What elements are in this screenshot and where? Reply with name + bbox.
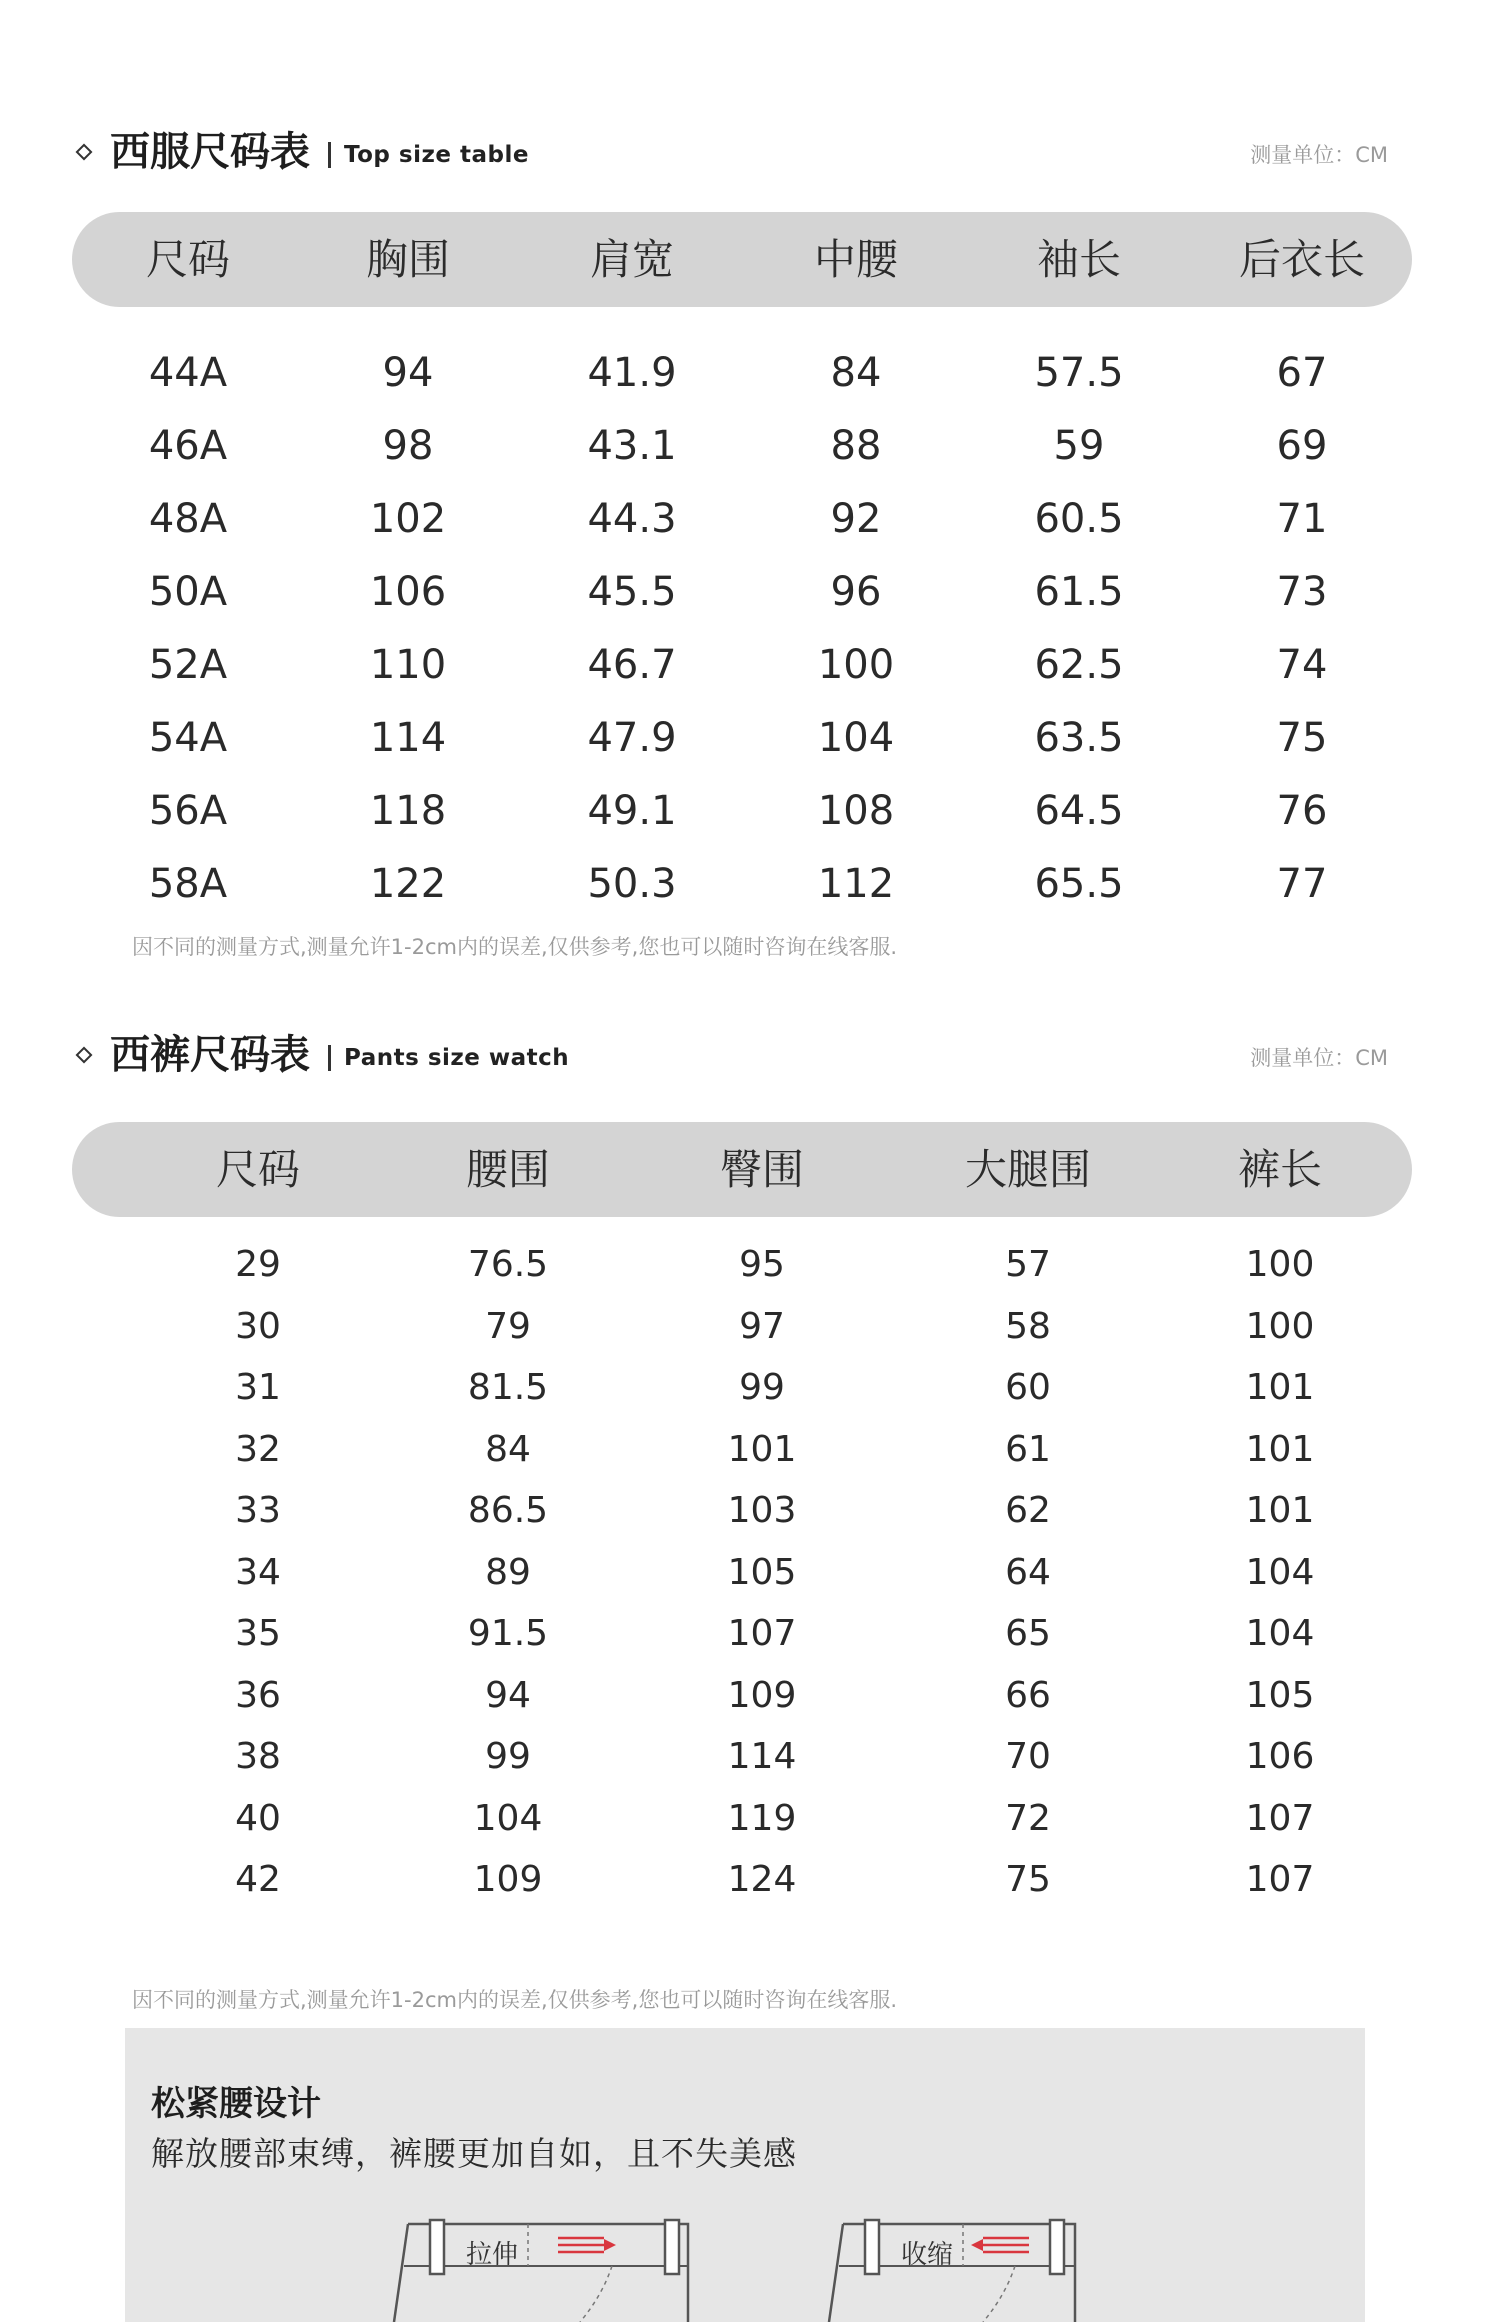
table-cell: 64 <box>1005 1551 1051 1593</box>
pants-stretch-illustration <box>380 2218 710 2322</box>
table-cell: 84 <box>830 350 882 396</box>
table-cell: 97 <box>739 1305 785 1347</box>
table-cell: 105 <box>1245 1674 1315 1716</box>
title-divider <box>328 1045 331 1071</box>
waist-design-description: 解放腰部束缚，裤腰更加自如，且不失美感 <box>151 2134 797 2173</box>
table-cell: 101 <box>1245 1367 1315 1408</box>
waist-design-panel <box>125 2028 1365 2322</box>
top-size-header-bar <box>72 212 1412 307</box>
column-header: 尺码 <box>145 235 230 284</box>
pants-size-header <box>78 1025 1388 1085</box>
table-cell: 48A <box>148 496 228 542</box>
table-cell: 107 <box>727 1613 797 1654</box>
column-header: 腰围 <box>465 1145 550 1194</box>
table-cell: 42 <box>235 1859 281 1900</box>
column-header: 大腿围 <box>964 1145 1091 1194</box>
table-cell: 101 <box>1245 1428 1315 1470</box>
shrink-diagram <box>815 2218 1145 2322</box>
table-cell: 104 <box>1245 1613 1315 1654</box>
table-cell: 112 <box>817 861 895 907</box>
table-cell: 72 <box>1005 1797 1051 1839</box>
table-cell: 59 <box>1053 423 1105 469</box>
table-cell: 31 <box>235 1367 281 1408</box>
table-row <box>72 1483 1412 1539</box>
top-size-header <box>78 122 1388 182</box>
table-cell: 104 <box>817 715 895 761</box>
table-cell: 114 <box>727 1736 797 1777</box>
diamond-icon <box>76 1047 93 1064</box>
diamond-icon <box>76 144 93 161</box>
column-header: 胸围 <box>365 235 450 284</box>
waist-design-title: 松紧腰设计 <box>151 2084 321 2124</box>
shrink-label: 收缩 <box>901 2240 954 2270</box>
table-row <box>72 851 1412 917</box>
table-row <box>72 1360 1412 1416</box>
table-cell: 108 <box>817 788 895 834</box>
table-cell: 103 <box>727 1490 797 1531</box>
table-row <box>72 1606 1412 1662</box>
table-cell: 50.3 <box>587 861 677 907</box>
table-cell: 47.9 <box>587 715 677 761</box>
table-cell: 114 <box>369 715 447 761</box>
table-cell: 44.3 <box>587 496 677 542</box>
table-cell: 95 <box>739 1244 785 1285</box>
table-cell: 36 <box>235 1674 281 1716</box>
table-cell: 102 <box>369 496 447 542</box>
table-cell: 49.1 <box>587 788 677 834</box>
table-cell: 38 <box>235 1736 281 1777</box>
table-cell: 73 <box>1276 569 1328 615</box>
table-cell: 81.5 <box>467 1367 549 1408</box>
table-cell: 109 <box>473 1859 543 1900</box>
table-cell: 35 <box>235 1613 281 1654</box>
column-header: 臀围 <box>719 1145 804 1194</box>
table-cell: 61.5 <box>1034 569 1124 615</box>
table-cell: 32 <box>235 1428 281 1470</box>
table-cell: 65 <box>1005 1613 1051 1654</box>
column-header: 肩宽 <box>589 235 674 284</box>
table-cell: 30 <box>235 1305 281 1347</box>
table-cell: 60.5 <box>1034 496 1124 542</box>
top-size-unit: 测量单位：CM <box>1250 143 1388 167</box>
table-cell: 34 <box>235 1551 281 1593</box>
top-size-title: 西服尺码表 <box>110 129 310 175</box>
table-cell: 100 <box>1245 1305 1315 1347</box>
table-cell: 67 <box>1276 350 1328 396</box>
table-row <box>72 632 1412 698</box>
table-cell: 58A <box>148 861 228 907</box>
top-size-title-en: Top size table <box>344 142 529 168</box>
title-divider <box>328 142 331 168</box>
table-row <box>72 340 1412 406</box>
table-cell: 33 <box>235 1490 281 1531</box>
table-row <box>72 1237 1412 1293</box>
top-size-note: 因不同的测量方式,测量允许1-2cm内的误差,仅供参考,您也可以随时咨询在线客服. <box>132 935 897 959</box>
table-row <box>72 778 1412 844</box>
table-cell: 107 <box>1245 1859 1315 1900</box>
table-cell: 56A <box>148 788 228 834</box>
table-row <box>72 1299 1412 1355</box>
table-row <box>72 413 1412 479</box>
table-cell: 60 <box>1005 1367 1051 1408</box>
table-cell: 86.5 <box>467 1490 549 1531</box>
table-cell: 98 <box>382 423 434 469</box>
pants-size-note: 因不同的测量方式,测量允许1-2cm内的误差,仅供参考,您也可以随时咨询在线客服. <box>132 1988 897 2012</box>
table-cell: 54A <box>148 715 228 761</box>
table-cell: 109 <box>727 1674 797 1716</box>
table-cell: 63.5 <box>1034 715 1124 761</box>
table-cell: 65.5 <box>1034 861 1124 907</box>
table-cell: 50A <box>148 569 228 615</box>
pants-size-title-en: Pants size watch <box>344 1045 570 1071</box>
table-cell: 88 <box>830 423 882 469</box>
table-cell: 46A <box>148 423 228 469</box>
table-cell: 43.1 <box>587 423 677 469</box>
pants-shrink-illustration <box>815 2218 1145 2322</box>
table-cell: 62 <box>1005 1490 1051 1531</box>
table-cell: 76.5 <box>467 1244 549 1285</box>
table-cell: 64.5 <box>1034 788 1124 834</box>
pants-size-unit: 测量单位：CM <box>1250 1046 1388 1070</box>
table-cell: 89 <box>485 1551 531 1593</box>
table-cell: 45.5 <box>587 569 677 615</box>
table-cell: 110 <box>369 642 447 688</box>
table-cell: 29 <box>235 1244 281 1285</box>
table-cell: 70 <box>1005 1736 1051 1777</box>
pants-size-header-bar <box>72 1122 1412 1217</box>
table-cell: 104 <box>473 1797 543 1839</box>
table-cell: 118 <box>369 788 447 834</box>
table-cell: 84 <box>485 1428 531 1470</box>
table-cell: 92 <box>830 496 882 542</box>
table-cell: 71 <box>1276 496 1328 542</box>
table-row <box>72 1791 1412 1847</box>
table-cell: 94 <box>382 350 434 396</box>
table-row <box>72 1422 1412 1478</box>
table-cell: 76 <box>1276 788 1328 834</box>
table-cell: 99 <box>485 1736 531 1777</box>
column-header: 裤长 <box>1237 1145 1322 1194</box>
table-cell: 101 <box>1245 1490 1315 1531</box>
column-header: 中腰 <box>813 235 898 284</box>
table-row <box>72 1729 1412 1785</box>
pants-size-title: 西裤尺码表 <box>110 1032 310 1078</box>
table-cell: 58 <box>1005 1305 1051 1347</box>
table-cell: 100 <box>817 642 895 688</box>
table-cell: 75 <box>1276 715 1328 761</box>
table-cell: 107 <box>1245 1797 1315 1839</box>
table-cell: 96 <box>830 569 882 615</box>
table-row <box>72 1545 1412 1601</box>
table-row <box>72 486 1412 552</box>
column-header: 袖长 <box>1036 235 1121 284</box>
table-cell: 99 <box>739 1367 785 1408</box>
table-cell: 52A <box>148 642 228 688</box>
stretch-label: 拉伸 <box>466 2240 519 2270</box>
table-cell: 106 <box>369 569 447 615</box>
table-cell: 122 <box>369 861 447 907</box>
column-header: 尺码 <box>215 1145 300 1194</box>
table-cell: 106 <box>1245 1736 1315 1777</box>
table-cell: 91.5 <box>467 1613 549 1654</box>
table-cell: 105 <box>727 1551 797 1593</box>
table-row <box>72 559 1412 625</box>
table-cell: 75 <box>1005 1859 1051 1900</box>
table-cell: 119 <box>727 1797 797 1839</box>
table-cell: 57 <box>1005 1244 1051 1285</box>
table-cell: 61 <box>1005 1428 1051 1470</box>
table-cell: 66 <box>1005 1674 1051 1716</box>
table-cell: 62.5 <box>1034 642 1124 688</box>
table-cell: 94 <box>485 1674 531 1716</box>
table-cell: 104 <box>1245 1551 1315 1593</box>
table-row <box>72 1852 1412 1908</box>
table-row <box>72 1668 1412 1724</box>
table-cell: 69 <box>1276 423 1328 469</box>
table-row <box>72 705 1412 771</box>
table-cell: 124 <box>727 1859 797 1900</box>
table-cell: 100 <box>1245 1244 1315 1285</box>
table-cell: 74 <box>1276 642 1328 688</box>
table-cell: 40 <box>235 1797 281 1839</box>
table-cell: 41.9 <box>587 350 677 396</box>
table-cell: 44A <box>148 350 228 396</box>
table-cell: 57.5 <box>1034 350 1124 396</box>
table-cell: 46.7 <box>587 642 677 688</box>
column-header: 后衣长 <box>1238 235 1365 284</box>
stretch-diagram <box>380 2218 710 2322</box>
table-cell: 79 <box>485 1305 531 1347</box>
table-cell: 101 <box>727 1428 797 1470</box>
table-cell: 77 <box>1276 861 1328 907</box>
